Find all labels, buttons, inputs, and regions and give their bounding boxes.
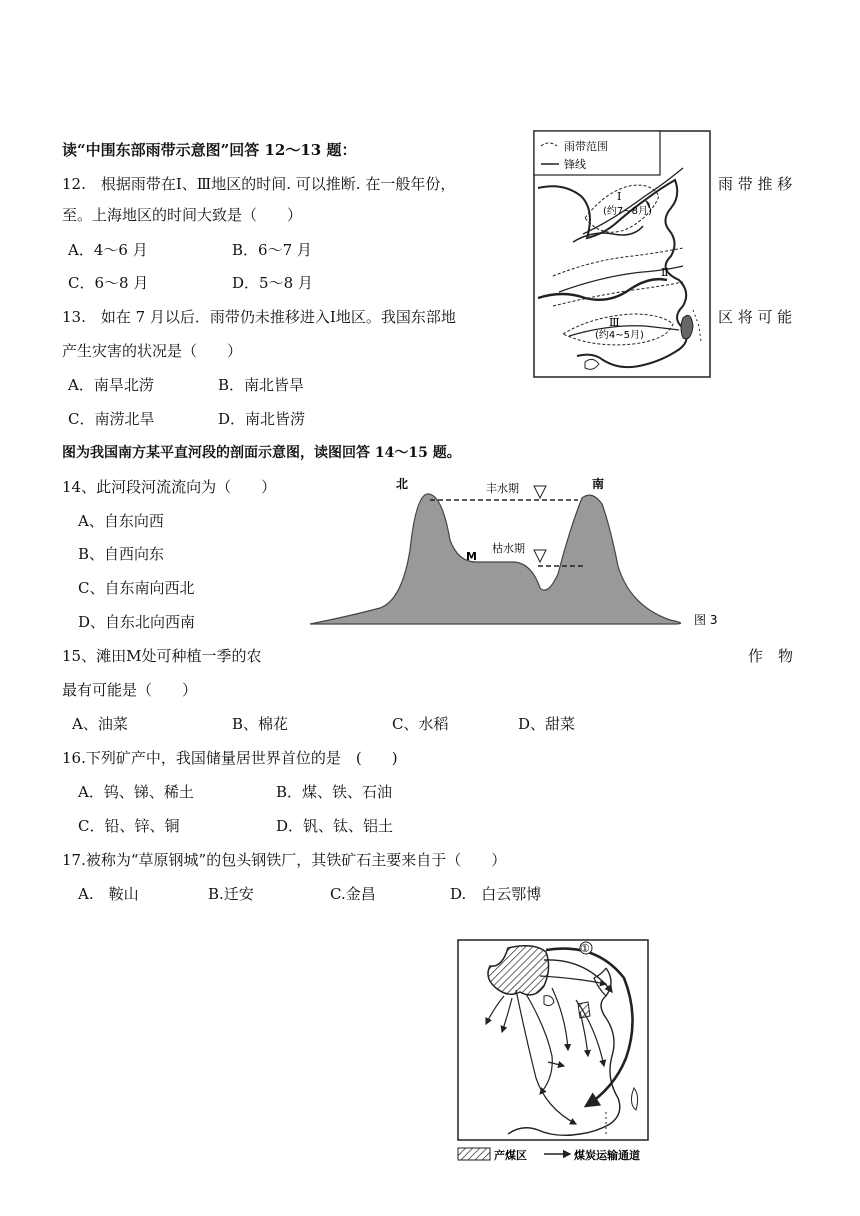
north-label: 北 [396,477,409,491]
rainband-map [533,130,711,378]
region-ii-label: Ⅱ [661,266,669,279]
riverbank-profile [310,494,681,624]
coal-region-east [578,1002,590,1018]
q17-stem: 17.被称为“草原钢城”的包头钢铁厂，其铁矿石主要来自于（ ） [62,851,507,869]
rainband-legend-box [534,131,660,175]
q12-option-c[interactable]: C．6～8 月 [68,274,149,292]
q12-line2: 至。上海地区的时间大致是（ ） [62,206,303,224]
q12-13-intro: 读“中围东部雨带示意图”回答 12～13 题： [62,141,357,159]
dry-season-label: 枯水期 [492,542,525,555]
q14-15-intro: 图为我国南方某平直河段的剖面示意图，读图回答 14～15 题。 [62,445,461,461]
route-marker-label: ① [580,942,590,955]
q16-stem: 16.下列矿产中，我国储量居世界首位的是 ( ) [62,749,398,767]
flood-season-label: 丰水期 [486,482,519,495]
figure-3-caption: 图 3 [694,613,718,627]
q15-option-b[interactable]: B、棉花 [232,715,289,733]
q17-option-a[interactable]: A. 鞍山 [78,885,139,903]
region-i-time: (约7~8月) [603,206,652,217]
q13-line1: 13. 如在 7 月以后．雨带仍未推移进入Ⅰ地区。我国东部地 [62,308,456,326]
dry-level-marker [534,550,546,562]
legend-coal-text: 产煤区 [494,1149,527,1162]
q16-option-c[interactable]: C．铅、锌、铜 [78,817,180,835]
q15-option-d[interactable]: D、甜菜 [518,715,576,733]
rainband-map-svg [533,130,711,378]
legend-coal-swatch [458,1148,490,1160]
legend-front-text: 锋线 [564,158,586,171]
coal-map-svg [456,938,652,1166]
q14-option-d[interactable]: D、自东北向西南 [78,613,196,631]
river-profile-figure [310,470,730,630]
q13-option-c[interactable]: C．南涝北旱 [68,410,155,428]
q13-option-b[interactable]: B．南北皆旱 [218,376,305,394]
coal-transport-map [456,938,652,1166]
q16-option-d[interactable]: D．钒、钛、铝土 [276,817,394,835]
q17-option-b[interactable]: B.迁安 [208,885,254,903]
q12-line1-right: 雨 带 推 移 [718,175,793,193]
q12-option-a[interactable]: A．4～6 月 [68,241,148,259]
q14-option-a[interactable]: A、自东向西 [78,512,164,530]
q12-option-d[interactable]: D．5～8 月 [232,274,313,292]
q16-option-a[interactable]: A．钨、锑、稀土 [78,783,194,801]
legend-route-text: 煤炭运输通道 [574,1149,640,1162]
q12-option-b[interactable]: B．6～7 月 [232,241,312,259]
q13-line1-right: 区 将 可 能 [718,308,793,326]
river-profile-svg [310,470,730,630]
q14-option-b[interactable]: B、自西向东 [78,545,165,563]
q15-line1-right: 作 物 [748,647,794,665]
q13-option-d[interactable]: D．南北皆涝 [218,410,306,428]
legend-range-text: 雨带范围 [564,140,608,153]
q17-option-c[interactable]: C.金昌 [330,885,376,903]
q14-option-c[interactable]: C、自东南向西北 [78,579,195,597]
south-label: 南 [592,477,605,491]
region-i-label: Ⅰ [617,190,622,203]
q15-line2: 最有可能是（ ） [62,681,198,699]
q13-option-a[interactable]: A．南旱北涝 [68,376,154,394]
flood-level-marker [534,486,546,498]
q13-line2: 产生灾害的状况是（ ） [62,342,243,360]
q16-option-b[interactable]: B．煤、铁、石油 [276,783,393,801]
q15-option-a[interactable]: A、油菜 [72,715,128,733]
q12-line1: 12. 根据雨带在Ⅰ、Ⅲ地区的时间. 可以推断. 在一般年份， [62,175,456,193]
q14-stem: 14、此河段河流流向为（ ） [62,478,277,496]
q15-option-c[interactable]: C、水稻 [392,715,449,733]
m-point-label: M [466,550,477,563]
q17-option-d[interactable]: D. 白云鄂博 [450,885,542,903]
region-iii-time: (约4~5月) [595,330,644,341]
region-iii-label: Ⅲ [609,316,620,329]
q15-line1: 15、滩田M处可种植一季的农 [62,647,262,665]
